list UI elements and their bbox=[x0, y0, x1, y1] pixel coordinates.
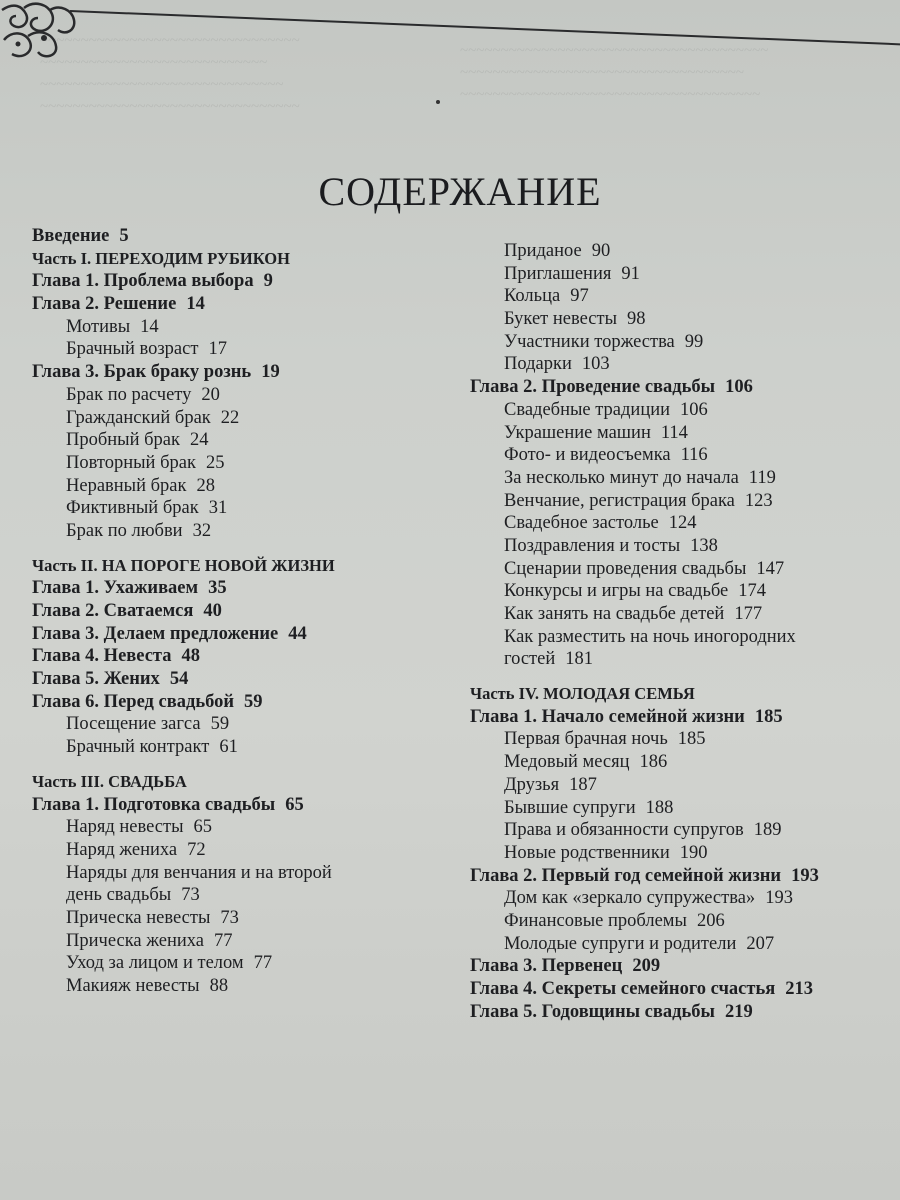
toc-entry-title: Свадебные традиции bbox=[504, 399, 671, 420]
toc-entry bbox=[470, 819, 890, 842]
toc-entry-page: 98 bbox=[627, 309, 646, 330]
toc-entry bbox=[32, 293, 452, 316]
toc-entry bbox=[32, 361, 452, 384]
toc-entry bbox=[470, 558, 890, 581]
toc-entry-page: 116 bbox=[680, 445, 708, 466]
toc-entry bbox=[470, 774, 890, 797]
toc-entry-page: 59 bbox=[244, 691, 263, 712]
toc-entry-title: Свадебное застолье bbox=[504, 513, 659, 534]
toc-entry-title: Участники торжества bbox=[504, 331, 675, 352]
toc-entry-page: 103 bbox=[581, 354, 610, 375]
toc-entry bbox=[32, 316, 452, 339]
toc-entry-title: Глава 2. Первый год семейной жизни bbox=[470, 865, 782, 886]
show-through-text-left: ~~~~~~~~~~~~~~~~~~~~~~~~~~~~~~~~ ~~~~~~~~~~~~~~~~~~~~~~~~~~~~ ~~~~~~~~~~~~~~~~~~~~~~~~~~~~~~ ~~~~~~~~~~~~~~~~~~~~~~~~~~~~~~~~ bbox=[40, 33, 300, 115]
toc-entry-title: Наряд жениха bbox=[66, 839, 178, 860]
toc-entry-title: За несколько минут до начала bbox=[504, 467, 739, 488]
toc-entry-page: 14 bbox=[186, 294, 205, 315]
toc-entry bbox=[470, 535, 890, 558]
toc-entry-title: день свадьбы bbox=[66, 885, 172, 906]
toc-entry-title: Часть I. ПЕРЕХОДИМ РУБИКОН bbox=[32, 248, 290, 268]
toc-entry-title: Новые родственники bbox=[504, 842, 670, 863]
toc-entry-title: Приглашения bbox=[504, 263, 612, 284]
toc-entry-title: Глава 3. Брак браку рознь bbox=[32, 362, 252, 383]
toc-entry-title: Глава 5. Жених bbox=[32, 669, 160, 690]
toc-entry bbox=[32, 338, 452, 361]
toc-entry-page: 65 bbox=[285, 794, 304, 815]
toc-entry bbox=[470, 240, 890, 263]
toc-entry-title: Глава 5. Годовщины свадьбы bbox=[470, 1001, 715, 1022]
toc-entry bbox=[470, 751, 890, 774]
toc-entry-page: 177 bbox=[734, 604, 763, 624]
toc-entry bbox=[32, 771, 452, 794]
toc-entry-title: Первая брачная ночь bbox=[504, 729, 668, 750]
toc-entry-title: Глава 2. Сватаемся bbox=[32, 601, 194, 621]
toc-entry-page: 189 bbox=[753, 820, 782, 841]
toc-entry-page: 114 bbox=[660, 422, 688, 443]
toc-entry bbox=[32, 384, 452, 407]
toc-entry-page: 28 bbox=[196, 475, 215, 496]
toc-entry-page: 185 bbox=[754, 706, 783, 727]
toc-entry-title: Глава 4. Секреты семейного счастья bbox=[470, 979, 776, 999]
toc-entry-page: 54 bbox=[169, 669, 189, 690]
toc-entry-page: 19 bbox=[261, 362, 280, 383]
toc-entry-title: Глава 4. Невеста bbox=[32, 646, 172, 667]
toc-entry-title: Часть III. СВАДЬБА bbox=[32, 771, 187, 791]
toc-entry bbox=[470, 467, 890, 490]
toc-entry-page: 65 bbox=[193, 817, 213, 838]
toc-entry-title: Фиктивный брак bbox=[66, 498, 199, 519]
toc-entry-title: Глава 1. Проблема выбора bbox=[32, 271, 254, 292]
toc-entry-page: 17 bbox=[208, 339, 227, 360]
toc-entry-page: 124 bbox=[668, 513, 697, 534]
toc-entry-title: Глава 2. Решение bbox=[32, 294, 177, 315]
toc-entry bbox=[470, 308, 890, 331]
toc-entry-title: Бывшие супруги bbox=[504, 797, 636, 818]
toc-entry-page: 99 bbox=[684, 331, 704, 352]
toc-entry-page: 91 bbox=[621, 263, 640, 284]
toc-entry-title: Молодые супруги и родители bbox=[504, 933, 737, 954]
toc-entry-title: Медовый месяц bbox=[504, 752, 630, 773]
toc-entry-page: 119 bbox=[748, 467, 776, 488]
toc-entry bbox=[32, 407, 452, 430]
toc-entry bbox=[32, 452, 452, 475]
toc-entry-title: Прическа невесты bbox=[66, 907, 211, 928]
toc-entry bbox=[470, 580, 890, 603]
toc-entry bbox=[470, 490, 890, 513]
toc-entry-page: 106 bbox=[725, 377, 753, 398]
toc-entry bbox=[470, 683, 890, 706]
toc-entry bbox=[32, 907, 452, 930]
toc-entry-page: 40 bbox=[203, 601, 222, 621]
toc-entry-title: Поздравления и тосты bbox=[504, 535, 681, 556]
toc-entry-title: Часть II. НА ПОРОГЕ НОВОЙ ЖИЗНИ bbox=[32, 555, 335, 575]
toc-entry bbox=[32, 225, 452, 248]
toc-entry-title: Сценарии проведения свадьбы bbox=[504, 558, 747, 579]
toc-entry bbox=[32, 713, 452, 736]
toc-entry-title: Введение bbox=[32, 226, 110, 246]
toc-entry bbox=[32, 668, 452, 691]
toc-entry bbox=[32, 952, 452, 975]
toc-entry-title: Наряд невесты bbox=[66, 817, 184, 838]
toc-entry-page: 193 bbox=[765, 888, 793, 909]
toc-entry-page: 206 bbox=[696, 910, 725, 931]
toc-entry bbox=[470, 422, 890, 445]
toc-entry-page: 90 bbox=[591, 241, 611, 261]
toc-entry bbox=[470, 626, 890, 649]
toc-entry-title: Часть IV. МОЛОДАЯ СЕМЬЯ bbox=[470, 684, 695, 704]
toc-entry-page: 190 bbox=[679, 842, 708, 863]
toc-entry-page: 77 bbox=[214, 930, 233, 951]
toc-entry-title: Подарки bbox=[504, 354, 572, 375]
toc-entry-title: Посещение загса bbox=[66, 714, 201, 735]
show-through-text-right: ~~~~~~~~~~~~~~~~~~~~~~~~~~~~~~~~~~~~~~ ~~~~~~~~~~~~~~~~~~~~~~~~~~~~~~~~~~~ ~~~~~~~~~~~~~~~~~~~~~~~~~~~~~~~~~~~~~ bbox=[460, 43, 769, 103]
toc-entry-page: 187 bbox=[569, 774, 597, 795]
toc-entry-page: 48 bbox=[181, 646, 200, 667]
toc-entry-page: 185 bbox=[677, 729, 706, 750]
toc-entry bbox=[32, 555, 452, 578]
toc-entry-title: Финансовые проблемы bbox=[504, 910, 687, 931]
toc-entry-page: 59 bbox=[210, 714, 230, 735]
toc-entry-title: Глава 1. Начало семейной жизни bbox=[470, 706, 745, 727]
toc-entry-title: гостей bbox=[504, 649, 556, 670]
toc-left-column bbox=[32, 225, 452, 998]
toc-entry-title: Неравный брак bbox=[66, 475, 187, 496]
toc-entry-page: 147 bbox=[756, 558, 785, 579]
toc-entry-title: Глава 2. Проведение свадьбы bbox=[470, 377, 716, 398]
toc-entry bbox=[32, 862, 452, 885]
toc-entry-title: Венчание, регистрация брака bbox=[504, 490, 735, 511]
toc-entry bbox=[32, 623, 452, 646]
toc-entry bbox=[32, 429, 452, 452]
toc-entry bbox=[470, 865, 890, 888]
toc-entry bbox=[470, 376, 890, 399]
toc-entry bbox=[470, 263, 890, 286]
toc-entry-title: Украшение машин bbox=[504, 422, 651, 443]
toc-entry-page: 213 bbox=[785, 979, 813, 999]
toc-entry-title: Наряды для венчания и на второй bbox=[66, 862, 332, 883]
header-rule bbox=[70, 10, 900, 46]
toc-entry-page: 25 bbox=[205, 452, 225, 473]
toc-entry-title: Мотивы bbox=[66, 316, 131, 337]
toc-entry bbox=[32, 520, 452, 543]
toc-entry-title: Приданое bbox=[504, 241, 582, 261]
toc-entry-page: 5 bbox=[119, 226, 129, 246]
toc-entry bbox=[470, 933, 890, 956]
toc-entry-page: 73 bbox=[220, 907, 239, 928]
toc-entry-page: 174 bbox=[738, 581, 767, 602]
toc-entry-page: 44 bbox=[288, 623, 307, 644]
toc-entry-page: 77 bbox=[253, 953, 273, 974]
toc-entry-page: 73 bbox=[181, 885, 200, 906]
toc-entry-title: Брак по любви bbox=[66, 520, 183, 541]
toc-entry bbox=[470, 978, 890, 1001]
toc-entry-title: Как разместить на ночь иногородних bbox=[504, 626, 796, 647]
toc-entry bbox=[470, 353, 890, 376]
toc-entry-page: 9 bbox=[263, 271, 273, 292]
toc-entry bbox=[470, 842, 890, 865]
toc-entry-title: Глава 3. Первенец bbox=[470, 956, 623, 977]
toc-entry-page: 186 bbox=[639, 752, 668, 773]
toc-entry bbox=[32, 975, 452, 998]
toc-entry bbox=[470, 910, 890, 933]
toc-entry-title: Права и обязанности супругов bbox=[504, 820, 744, 841]
toc-entry-page: 35 bbox=[208, 578, 227, 599]
toc-entry bbox=[32, 248, 452, 271]
toc-entry-page: 181 bbox=[565, 649, 593, 670]
toc-entry bbox=[470, 1001, 890, 1024]
toc-entry-page: 219 bbox=[724, 1001, 753, 1022]
toc-entry-page: 207 bbox=[746, 933, 775, 954]
toc-entry-title: Дом как «зеркало супружества» bbox=[504, 888, 756, 909]
toc-entry-title: Как занять на свадьбе детей bbox=[504, 604, 725, 624]
corner-ornament-icon bbox=[0, 0, 82, 62]
toc-entry bbox=[32, 816, 452, 839]
toc-entry-page: 14 bbox=[140, 316, 159, 337]
toc-entry-title: Конкурсы и игры на свадьбе bbox=[504, 581, 729, 602]
toc-entry-title: Повторный брак bbox=[66, 452, 196, 473]
toc-entry-page: 209 bbox=[632, 956, 661, 977]
toc-entry-title: Глава 6. Перед свадьбой bbox=[32, 691, 235, 712]
toc-entry-title: Пробный брак bbox=[66, 430, 180, 451]
toc-entry-page: 72 bbox=[187, 839, 206, 860]
toc-entry-title: Кольца bbox=[504, 286, 561, 307]
toc-entry bbox=[32, 839, 452, 862]
toc-entry bbox=[470, 887, 890, 910]
toc-entry bbox=[470, 797, 890, 820]
toc-entry-page: 188 bbox=[645, 797, 674, 818]
toc-entry-title: Друзья bbox=[504, 774, 560, 795]
toc-entry bbox=[470, 603, 890, 626]
toc-entry-page: 24 bbox=[190, 430, 209, 451]
toc-entry-page: 106 bbox=[680, 399, 708, 420]
toc-entry-page: 32 bbox=[192, 520, 212, 541]
toc-entry bbox=[470, 399, 890, 422]
toc-entry bbox=[32, 600, 452, 623]
toc-entry-page: 31 bbox=[208, 498, 228, 519]
toc-entry-page: 61 bbox=[219, 737, 238, 758]
toc-entry-page: 193 bbox=[791, 865, 819, 886]
toc-entry-page: 123 bbox=[744, 490, 773, 511]
page-title: СОДЕРЖАНИЕ bbox=[318, 169, 602, 214]
toc-entry bbox=[32, 270, 452, 293]
toc-entry bbox=[470, 512, 890, 535]
toc-entry bbox=[470, 706, 890, 729]
toc-entry bbox=[32, 794, 452, 817]
toc-entry-title: Брак по расчету bbox=[66, 384, 192, 405]
toc-entry bbox=[32, 645, 452, 668]
toc-entry-title: Глава 1. Ухаживаем bbox=[32, 578, 199, 599]
toc-entry bbox=[32, 475, 452, 498]
toc-entry-title: Прическа жениха bbox=[66, 930, 205, 951]
toc-entry-page: 20 bbox=[201, 384, 220, 405]
toc-entry bbox=[32, 884, 452, 907]
toc-entry bbox=[470, 955, 890, 978]
toc-entry-page: 97 bbox=[570, 286, 589, 307]
toc-entry-title: Брачный контракт bbox=[66, 737, 210, 758]
toc-entry bbox=[32, 497, 452, 520]
toc-entry bbox=[32, 577, 452, 600]
toc-entry-title: Уход за лицом и телом bbox=[66, 953, 244, 974]
toc-entry-title: Фото- и видеосъемка bbox=[504, 445, 671, 466]
toc-entry-page: 22 bbox=[220, 407, 240, 428]
toc-entry-page: 138 bbox=[690, 535, 718, 556]
toc-entry-title: Брачный возраст bbox=[66, 339, 199, 360]
toc-right-column bbox=[470, 240, 890, 1023]
toc-entry bbox=[470, 285, 890, 308]
toc-entry-page: 88 bbox=[209, 976, 229, 996]
toc-entry-title: Глава 1. Подготовка свадьбы bbox=[32, 794, 276, 815]
toc-entry bbox=[32, 736, 452, 759]
toc-entry bbox=[32, 930, 452, 953]
toc-entry-title: Букет невесты bbox=[504, 309, 617, 330]
toc-entry-title: Глава 3. Делаем предложение bbox=[32, 623, 279, 644]
toc-entry-title: Гражданский брак bbox=[66, 407, 211, 428]
toc-entry bbox=[470, 444, 890, 467]
toc-entry bbox=[470, 728, 890, 751]
toc-entry bbox=[32, 691, 452, 714]
toc-entry bbox=[470, 331, 890, 354]
toc-entry-title: Макияж невесты bbox=[66, 976, 200, 996]
toc-entry bbox=[470, 648, 890, 671]
ink-dot bbox=[436, 100, 440, 104]
